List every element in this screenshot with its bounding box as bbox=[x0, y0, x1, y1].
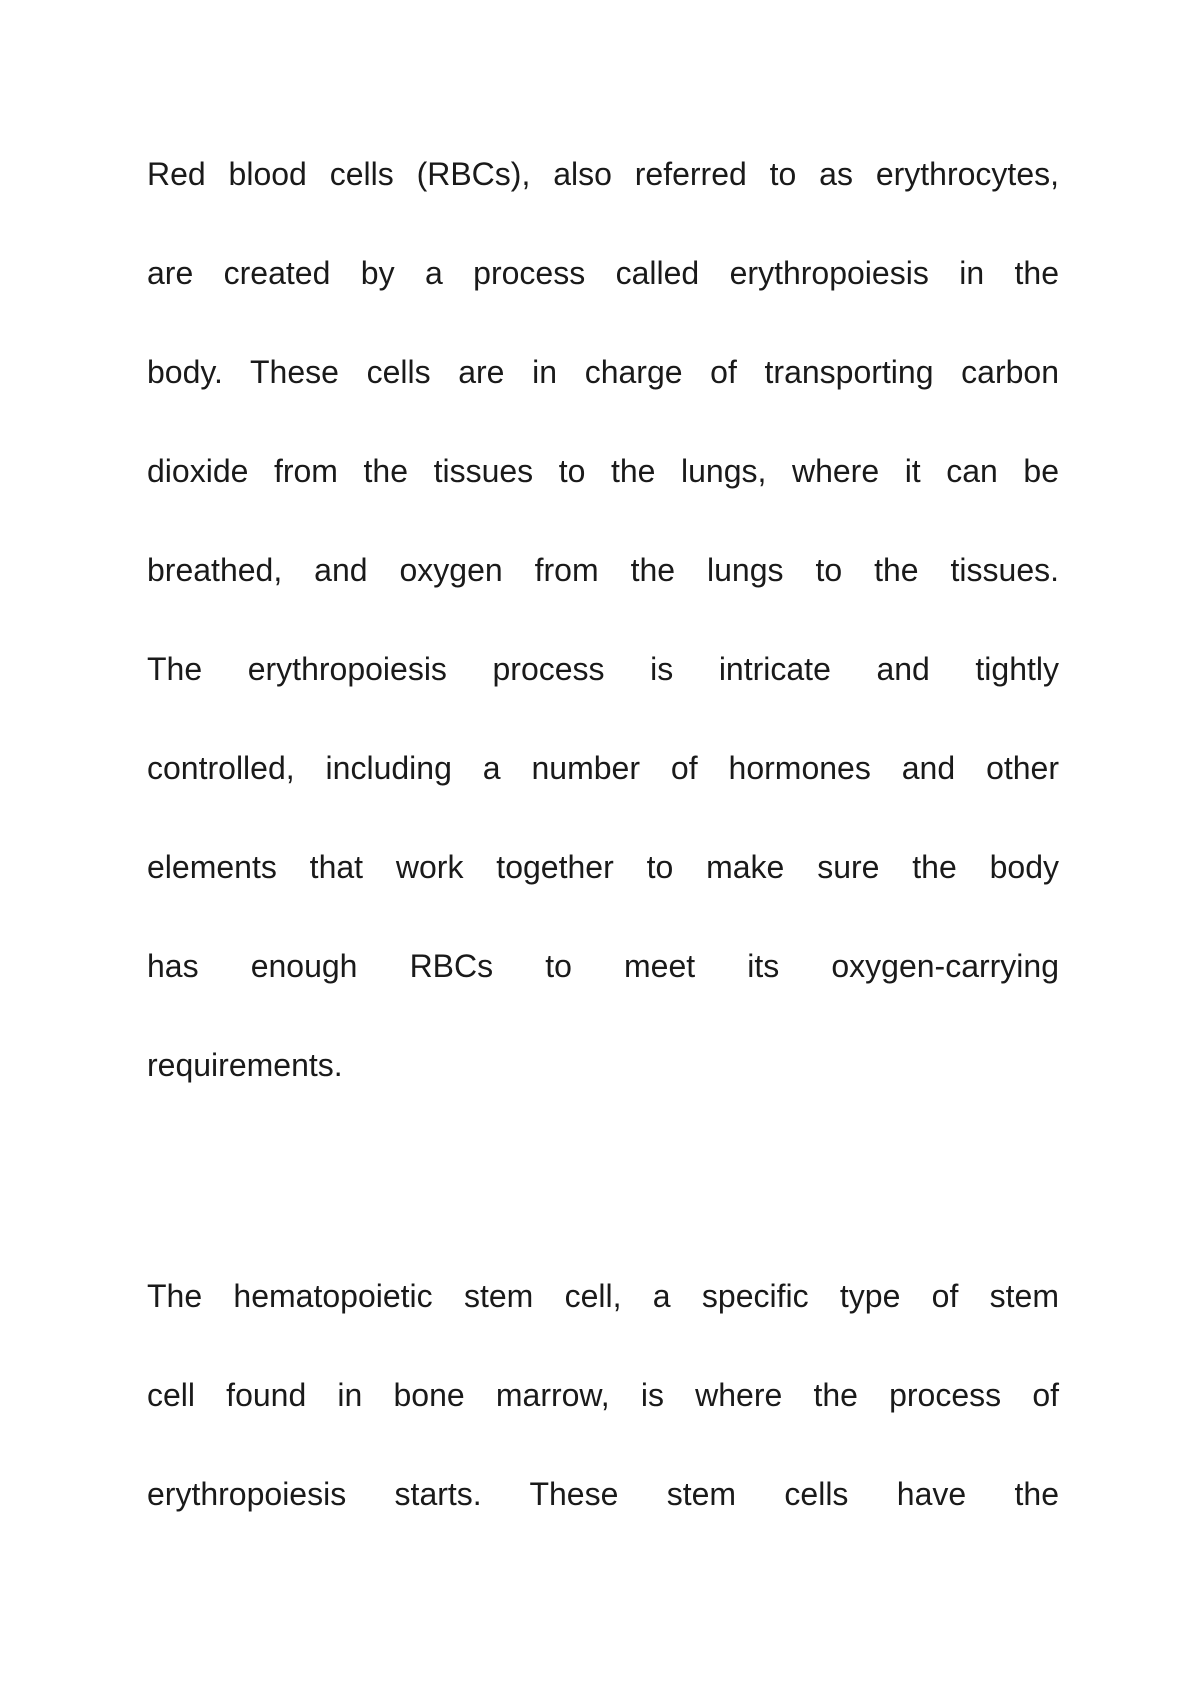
paragraph-line: has enough RBCs to meet its oxygen-carrying bbox=[147, 948, 1059, 984]
paragraph-line: cell found in bone marrow, is where the process of bbox=[147, 1377, 1059, 1413]
paragraph-line: requirements. bbox=[147, 1047, 343, 1083]
paragraph-line: body. These cells are in charge of transporting carbon bbox=[147, 354, 1059, 390]
paragraph-line: Red blood cells (RBCs), also referred to as erythrocytes, bbox=[147, 156, 1059, 192]
paragraph-line: are created by a process called erythropoiesis in the bbox=[147, 255, 1059, 291]
paragraph-line: controlled, including a number of hormones and other bbox=[147, 750, 1059, 786]
paragraph-line: erythropoiesis starts. These stem cells have the bbox=[147, 1476, 1059, 1512]
paragraph-line: breathed, and oxygen from the lungs to the tissues. bbox=[147, 552, 1059, 588]
paragraph-line: dioxide from the tissues to the lungs, where it can be bbox=[147, 453, 1059, 489]
paragraph-line: The hematopoietic stem cell, a specific type of stem bbox=[147, 1278, 1059, 1314]
paragraph-line: The erythropoiesis process is intricate and tightly bbox=[147, 651, 1059, 687]
paragraph-line: elements that work together to make sure the body bbox=[147, 849, 1059, 885]
